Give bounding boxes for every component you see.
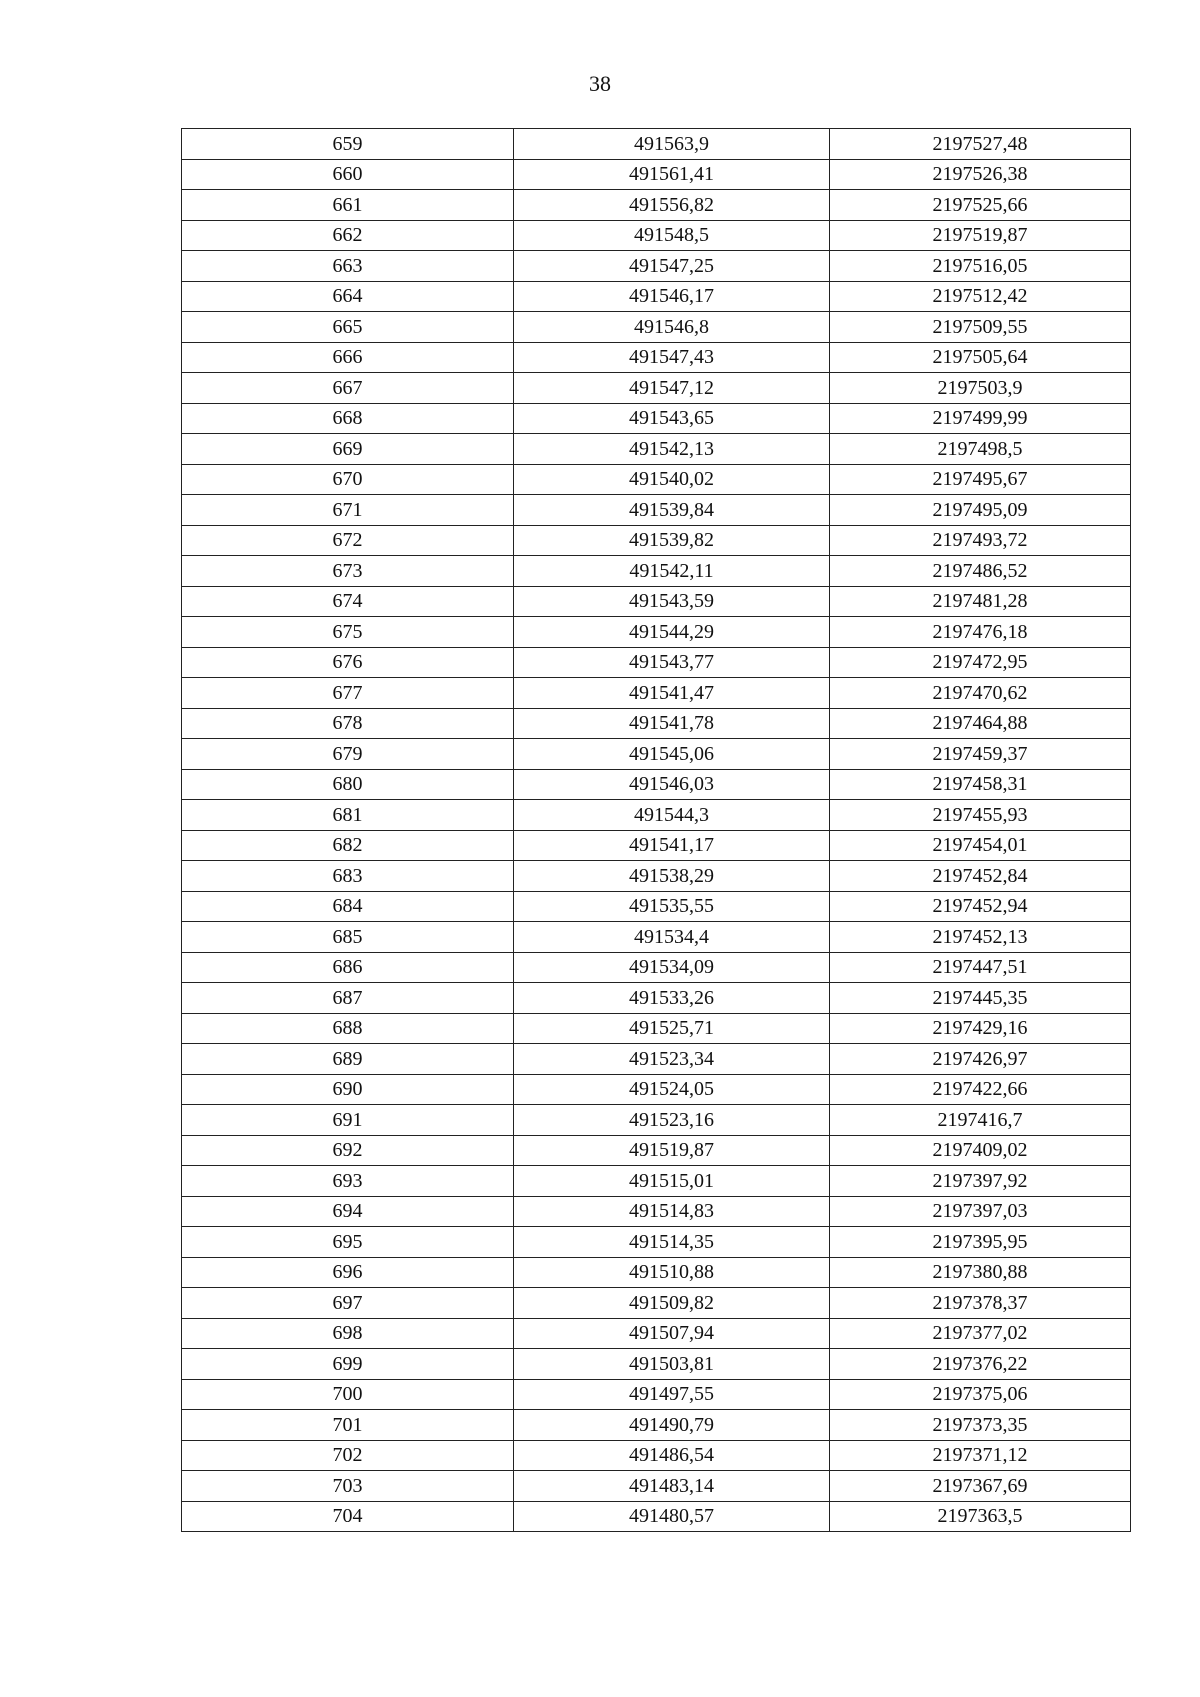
point-number-cell: 699 bbox=[182, 1349, 514, 1380]
point-number-cell: 682 bbox=[182, 830, 514, 861]
x-coordinate-cell: 491497,55 bbox=[514, 1379, 830, 1410]
point-number-cell: 663 bbox=[182, 251, 514, 282]
y-coordinate-cell: 2197516,05 bbox=[830, 251, 1131, 282]
point-number-cell: 669 bbox=[182, 434, 514, 465]
point-number-cell: 673 bbox=[182, 556, 514, 587]
x-coordinate-cell: 491563,9 bbox=[514, 129, 830, 160]
table-row bbox=[182, 251, 1131, 282]
table-row bbox=[182, 1044, 1131, 1075]
point-number-cell: 674 bbox=[182, 586, 514, 617]
x-coordinate-cell: 491545,06 bbox=[514, 739, 830, 770]
x-coordinate-cell: 491544,29 bbox=[514, 617, 830, 648]
y-coordinate-cell: 2197373,35 bbox=[830, 1410, 1131, 1441]
point-number-cell: 697 bbox=[182, 1288, 514, 1319]
y-coordinate-cell: 2197503,9 bbox=[830, 373, 1131, 404]
table-row bbox=[182, 708, 1131, 739]
table-row bbox=[182, 769, 1131, 800]
x-coordinate-cell: 491535,55 bbox=[514, 891, 830, 922]
point-number-cell: 684 bbox=[182, 891, 514, 922]
table-row bbox=[182, 1318, 1131, 1349]
table-row bbox=[182, 586, 1131, 617]
y-coordinate-cell: 2197470,62 bbox=[830, 678, 1131, 709]
y-coordinate-cell: 2197445,35 bbox=[830, 983, 1131, 1014]
point-number-cell: 702 bbox=[182, 1440, 514, 1471]
y-coordinate-cell: 2197526,38 bbox=[830, 159, 1131, 190]
y-coordinate-cell: 2197447,51 bbox=[830, 952, 1131, 983]
y-coordinate-cell: 2197380,88 bbox=[830, 1257, 1131, 1288]
point-number-cell: 689 bbox=[182, 1044, 514, 1075]
point-number-cell: 659 bbox=[182, 129, 514, 160]
x-coordinate-cell: 491547,12 bbox=[514, 373, 830, 404]
y-coordinate-cell: 2197363,5 bbox=[830, 1501, 1131, 1532]
y-coordinate-cell: 2197464,88 bbox=[830, 708, 1131, 739]
x-coordinate-cell: 491490,79 bbox=[514, 1410, 830, 1441]
table-row bbox=[182, 373, 1131, 404]
point-number-cell: 675 bbox=[182, 617, 514, 648]
x-coordinate-cell: 491510,88 bbox=[514, 1257, 830, 1288]
table-row bbox=[182, 1440, 1131, 1471]
x-coordinate-cell: 491507,94 bbox=[514, 1318, 830, 1349]
y-coordinate-cell: 2197525,66 bbox=[830, 190, 1131, 221]
x-coordinate-cell: 491541,47 bbox=[514, 678, 830, 709]
point-number-cell: 671 bbox=[182, 495, 514, 526]
x-coordinate-cell: 491483,14 bbox=[514, 1471, 830, 1502]
point-number-cell: 670 bbox=[182, 464, 514, 495]
point-number-cell: 690 bbox=[182, 1074, 514, 1105]
y-coordinate-cell: 2197409,02 bbox=[830, 1135, 1131, 1166]
x-coordinate-cell: 491541,78 bbox=[514, 708, 830, 739]
point-number-cell: 662 bbox=[182, 220, 514, 251]
x-coordinate-cell: 491543,77 bbox=[514, 647, 830, 678]
table-row bbox=[182, 1288, 1131, 1319]
point-number-cell: 692 bbox=[182, 1135, 514, 1166]
table-row bbox=[182, 1471, 1131, 1502]
point-number-cell: 672 bbox=[182, 525, 514, 556]
point-number-cell: 687 bbox=[182, 983, 514, 1014]
table-row bbox=[182, 1105, 1131, 1136]
point-number-cell: 698 bbox=[182, 1318, 514, 1349]
y-coordinate-cell: 2197495,67 bbox=[830, 464, 1131, 495]
point-number-cell: 676 bbox=[182, 647, 514, 678]
point-number-cell: 688 bbox=[182, 1013, 514, 1044]
y-coordinate-cell: 2197367,69 bbox=[830, 1471, 1131, 1502]
point-number-cell: 694 bbox=[182, 1196, 514, 1227]
x-coordinate-cell: 491514,35 bbox=[514, 1227, 830, 1258]
point-number-cell: 660 bbox=[182, 159, 514, 190]
x-coordinate-cell: 491534,4 bbox=[514, 922, 830, 953]
x-coordinate-cell: 491538,29 bbox=[514, 861, 830, 892]
table-row bbox=[182, 1501, 1131, 1532]
x-coordinate-cell: 491547,25 bbox=[514, 251, 830, 282]
table-row bbox=[182, 1227, 1131, 1258]
table-row bbox=[182, 1379, 1131, 1410]
point-number-cell: 666 bbox=[182, 342, 514, 373]
x-coordinate-cell: 491546,03 bbox=[514, 769, 830, 800]
y-coordinate-cell: 2197495,09 bbox=[830, 495, 1131, 526]
table-row bbox=[182, 159, 1131, 190]
table-row bbox=[182, 525, 1131, 556]
table-row bbox=[182, 464, 1131, 495]
x-coordinate-cell: 491515,01 bbox=[514, 1166, 830, 1197]
x-coordinate-cell: 491541,17 bbox=[514, 830, 830, 861]
point-number-cell: 667 bbox=[182, 373, 514, 404]
y-coordinate-cell: 2197527,48 bbox=[830, 129, 1131, 160]
y-coordinate-cell: 2197371,12 bbox=[830, 1440, 1131, 1471]
coordinates-table bbox=[181, 128, 1131, 1532]
table-row bbox=[182, 800, 1131, 831]
x-coordinate-cell: 491546,17 bbox=[514, 281, 830, 312]
table-row bbox=[182, 281, 1131, 312]
y-coordinate-cell: 2197512,42 bbox=[830, 281, 1131, 312]
y-coordinate-cell: 2197498,5 bbox=[830, 434, 1131, 465]
y-coordinate-cell: 2197429,16 bbox=[830, 1013, 1131, 1044]
point-number-cell: 700 bbox=[182, 1379, 514, 1410]
coordinates-table-body bbox=[182, 129, 1131, 1532]
table-row bbox=[182, 647, 1131, 678]
x-coordinate-cell: 491544,3 bbox=[514, 800, 830, 831]
x-coordinate-cell: 491539,82 bbox=[514, 525, 830, 556]
table-row bbox=[182, 1196, 1131, 1227]
y-coordinate-cell: 2197422,66 bbox=[830, 1074, 1131, 1105]
y-coordinate-cell: 2197454,01 bbox=[830, 830, 1131, 861]
table-row bbox=[182, 952, 1131, 983]
x-coordinate-cell: 491523,34 bbox=[514, 1044, 830, 1075]
table-row bbox=[182, 861, 1131, 892]
y-coordinate-cell: 2197375,06 bbox=[830, 1379, 1131, 1410]
table-row bbox=[182, 1013, 1131, 1044]
point-number-cell: 703 bbox=[182, 1471, 514, 1502]
table-row bbox=[182, 312, 1131, 343]
point-number-cell: 691 bbox=[182, 1105, 514, 1136]
point-number-cell: 665 bbox=[182, 312, 514, 343]
x-coordinate-cell: 491543,59 bbox=[514, 586, 830, 617]
table-row bbox=[182, 1135, 1131, 1166]
table-row bbox=[182, 1166, 1131, 1197]
point-number-cell: 696 bbox=[182, 1257, 514, 1288]
point-number-cell: 678 bbox=[182, 708, 514, 739]
y-coordinate-cell: 2197376,22 bbox=[830, 1349, 1131, 1380]
point-number-cell: 680 bbox=[182, 769, 514, 800]
y-coordinate-cell: 2197519,87 bbox=[830, 220, 1131, 251]
table-row bbox=[182, 739, 1131, 770]
point-number-cell: 664 bbox=[182, 281, 514, 312]
x-coordinate-cell: 491519,87 bbox=[514, 1135, 830, 1166]
point-number-cell: 686 bbox=[182, 952, 514, 983]
table-row bbox=[182, 1349, 1131, 1380]
x-coordinate-cell: 491514,83 bbox=[514, 1196, 830, 1227]
y-coordinate-cell: 2197493,72 bbox=[830, 525, 1131, 556]
y-coordinate-cell: 2197426,97 bbox=[830, 1044, 1131, 1075]
y-coordinate-cell: 2197472,95 bbox=[830, 647, 1131, 678]
y-coordinate-cell: 2197481,28 bbox=[830, 586, 1131, 617]
table-row bbox=[182, 1410, 1131, 1441]
y-coordinate-cell: 2197397,92 bbox=[830, 1166, 1131, 1197]
point-number-cell: 704 bbox=[182, 1501, 514, 1532]
x-coordinate-cell: 491548,5 bbox=[514, 220, 830, 251]
y-coordinate-cell: 2197476,18 bbox=[830, 617, 1131, 648]
point-number-cell: 677 bbox=[182, 678, 514, 709]
table-row bbox=[182, 190, 1131, 221]
point-number-cell: 679 bbox=[182, 739, 514, 770]
y-coordinate-cell: 2197452,13 bbox=[830, 922, 1131, 953]
x-coordinate-cell: 491561,41 bbox=[514, 159, 830, 190]
point-number-cell: 693 bbox=[182, 1166, 514, 1197]
y-coordinate-cell: 2197458,31 bbox=[830, 769, 1131, 800]
table-row bbox=[182, 403, 1131, 434]
page-number: 38 bbox=[589, 71, 611, 96]
y-coordinate-cell: 2197459,37 bbox=[830, 739, 1131, 770]
x-coordinate-cell: 491542,11 bbox=[514, 556, 830, 587]
y-coordinate-cell: 2197452,84 bbox=[830, 861, 1131, 892]
x-coordinate-cell: 491523,16 bbox=[514, 1105, 830, 1136]
table-row bbox=[182, 495, 1131, 526]
table-row bbox=[182, 983, 1131, 1014]
y-coordinate-cell: 2197499,99 bbox=[830, 403, 1131, 434]
x-coordinate-cell: 491540,02 bbox=[514, 464, 830, 495]
y-coordinate-cell: 2197486,52 bbox=[830, 556, 1131, 587]
y-coordinate-cell: 2197416,7 bbox=[830, 1105, 1131, 1136]
table-row bbox=[182, 922, 1131, 953]
table-row bbox=[182, 129, 1131, 160]
table-row bbox=[182, 220, 1131, 251]
y-coordinate-cell: 2197455,93 bbox=[830, 800, 1131, 831]
x-coordinate-cell: 491509,82 bbox=[514, 1288, 830, 1319]
table-row bbox=[182, 556, 1131, 587]
x-coordinate-cell: 491547,43 bbox=[514, 342, 830, 373]
y-coordinate-cell: 2197509,55 bbox=[830, 312, 1131, 343]
point-number-cell: 695 bbox=[182, 1227, 514, 1258]
y-coordinate-cell: 2197377,02 bbox=[830, 1318, 1131, 1349]
table-row bbox=[182, 617, 1131, 648]
x-coordinate-cell: 491503,81 bbox=[514, 1349, 830, 1380]
point-number-cell: 668 bbox=[182, 403, 514, 434]
y-coordinate-cell: 2197452,94 bbox=[830, 891, 1131, 922]
point-number-cell: 661 bbox=[182, 190, 514, 221]
y-coordinate-cell: 2197395,95 bbox=[830, 1227, 1131, 1258]
x-coordinate-cell: 491542,13 bbox=[514, 434, 830, 465]
x-coordinate-cell: 491533,26 bbox=[514, 983, 830, 1014]
point-number-cell: 685 bbox=[182, 922, 514, 953]
x-coordinate-cell: 491539,84 bbox=[514, 495, 830, 526]
x-coordinate-cell: 491556,82 bbox=[514, 190, 830, 221]
x-coordinate-cell: 491524,05 bbox=[514, 1074, 830, 1105]
x-coordinate-cell: 491480,57 bbox=[514, 1501, 830, 1532]
table-row bbox=[182, 891, 1131, 922]
table-row bbox=[182, 830, 1131, 861]
table-row bbox=[182, 342, 1131, 373]
point-number-cell: 681 bbox=[182, 800, 514, 831]
table-row bbox=[182, 1257, 1131, 1288]
point-number-cell: 683 bbox=[182, 861, 514, 892]
point-number-cell: 701 bbox=[182, 1410, 514, 1441]
y-coordinate-cell: 2197505,64 bbox=[830, 342, 1131, 373]
y-coordinate-cell: 2197397,03 bbox=[830, 1196, 1131, 1227]
x-coordinate-cell: 491486,54 bbox=[514, 1440, 830, 1471]
table-row bbox=[182, 678, 1131, 709]
x-coordinate-cell: 491534,09 bbox=[514, 952, 830, 983]
table-row bbox=[182, 434, 1131, 465]
y-coordinate-cell: 2197378,37 bbox=[830, 1288, 1131, 1319]
x-coordinate-cell: 491525,71 bbox=[514, 1013, 830, 1044]
table-row bbox=[182, 1074, 1131, 1105]
x-coordinate-cell: 491543,65 bbox=[514, 403, 830, 434]
x-coordinate-cell: 491546,8 bbox=[514, 312, 830, 343]
